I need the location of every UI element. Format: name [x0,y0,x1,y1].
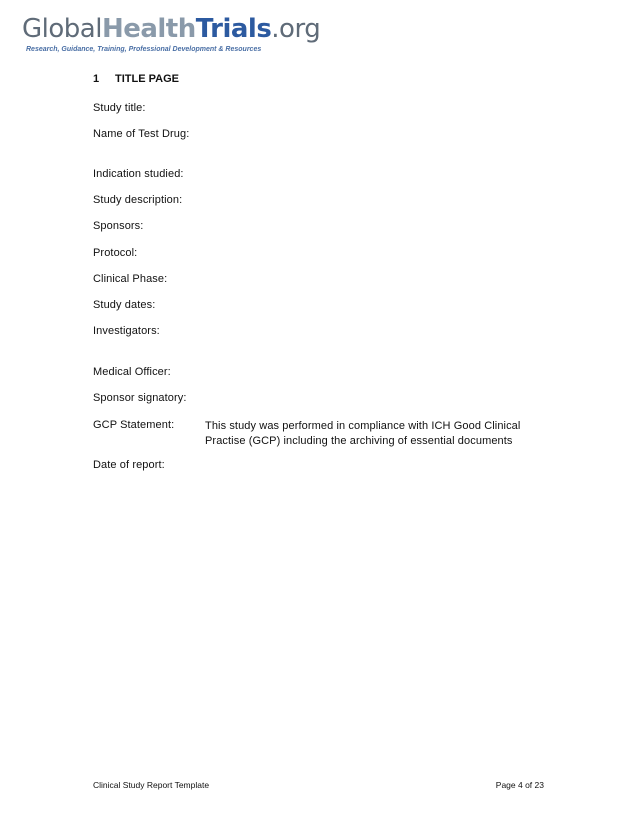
logo-org-text: .org [271,14,321,44]
logo-global-text: Global [22,14,102,44]
clinical-phase-label: Clinical Phase: [93,273,168,285]
study-description-label: Study description: [93,194,183,206]
gcp-statement-label: GCP Statement: [93,419,175,431]
logo-trials-text: Trials [195,14,272,44]
study-dates-label: Study dates: [93,299,156,311]
logo-health-text: Health [101,14,196,44]
section-heading [93,73,179,85]
indication-label: Indication studied: [93,168,184,180]
study-title-label: Study title: [93,102,146,114]
section-number: 1 [93,73,100,85]
test-drug-label: Name of Test Drug: [93,128,190,140]
logo-wordmark [22,14,321,44]
footer-template-name: Clinical Study Report Template [93,780,210,790]
date-of-report-label: Date of report: [93,459,165,471]
investigators-label: Investigators: [93,325,160,337]
sponsors-label: Sponsors: [93,220,144,232]
gcp-statement-text: This study was performed in compliance with ICH Good Clinical Practise (GCP) including the archiving of essential documents [205,420,521,447]
section-title: TITLE PAGE [115,73,179,85]
protocol-label: Protocol: [93,247,138,259]
logo-tagline: Research, Guidance, Training, Professional Development & Resources [26,46,262,53]
medical-officer-label: Medical Officer: [93,366,171,378]
sponsor-signatory-label: Sponsor signatory: [93,392,187,404]
footer-page-number: Page 4 of 23 [495,780,544,790]
global-health-trials-logo [22,14,321,53]
